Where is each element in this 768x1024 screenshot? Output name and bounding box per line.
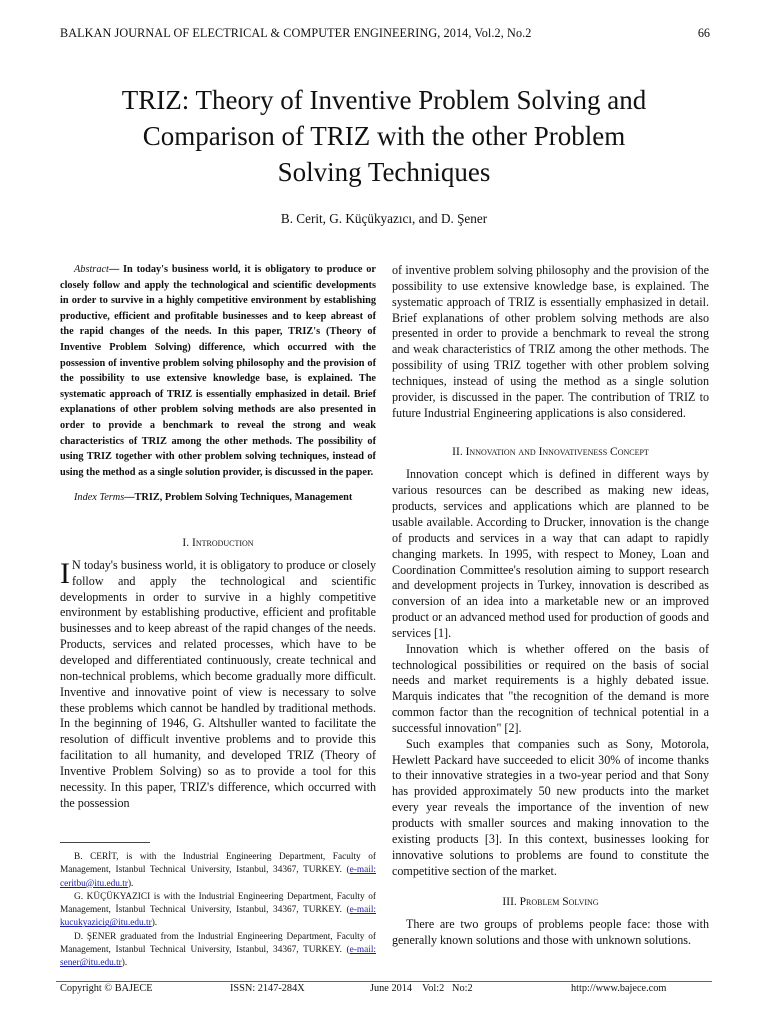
section-heading-introduction: I. Introduction	[182, 536, 254, 549]
index-terms	[60, 490, 376, 506]
authors: B. Cerit, G. Küçükyazıcı, and D. Şener	[280, 211, 488, 226]
footnote-sener-text: D. ŞENER graduated from the Industrial Engineering Department, Faculty of Management, Istanbul Technical University, Istanbul, 34367, TURKEY. (	[60, 931, 376, 956]
email-link-kucukyazici[interactable]: e-mail: kucukyazicig@itu.edu.tr	[60, 905, 376, 929]
footnotes	[60, 851, 376, 971]
page-number: 66	[697, 26, 710, 40]
introduction-paragraph	[60, 558, 376, 812]
problem-solving-paragraph: There are two groups of problems people face: those with generally known solutions and those with unknown solutions.	[392, 917, 709, 948]
abstract-continuation: of inventive problem solving philosophy and the provision of the possibility to use extensive knowledge base, is explained. The systematic approach of TRIZ is essentially emphasized in detail. Brief explanations of other problem solving methods are also presented in order to provide a benchmark to reveal the strong and weak characteristics of TRIZ among the other methods. The possibility of using TRIZ together with other problem solving techniques, instead of using the method as a single solution provider, is discussed in the paper. The contribution of TRIZ to future Industrial Engineering applications is also considered.	[392, 263, 709, 420]
footnote-sener-end: ).	[121, 958, 128, 969]
footnote-kucukyazici-text: G. KÜÇÜKYAZICI is with the Industrial Engineering Department, Faculty of Management, İstanbul Technical University, Istanbul, 34367, TURKEY. (	[60, 891, 376, 916]
footer-copyright: Copyright © BAJECE	[60, 983, 153, 994]
title-line-3: Solving Techniques	[277, 157, 491, 187]
index-terms-label: Index Terms	[74, 492, 125, 504]
abstract-text: In today's business world, it is obligatory to produce or closely follow and apply the technological and scientific developments in order to survive in a highly competitive environment by establishing productive, efficient and profitable businesses and to keep abreast of the rapid changes of the needs. In this paper, TRIZ's (Theory of Inventive Problem Solving) difference, which occurred with the possession of inventive problem solving philosophy and the provision of the possibility to use extensive knowledge base, is explained. The systematic approach of TRIZ is essentially emphasized in detail. Brief explanations of other problem solving methods are also presented in order to provide a benchmark to reveal the strong and weak characteristics of TRIZ among the other methods. The possibility of using TRIZ together with other problem solving techniques, instead of using the method as a single solution provider, is discussed in the paper.	[60, 264, 376, 478]
email-link-cerit[interactable]: e-mail: ceritbu@itu.edu.tr	[60, 865, 376, 889]
journal-header: BALKAN JOURNAL OF ELECTRICAL & COMPUTER ENGINEERING, 2014, Vol.2, No.2	[60, 26, 532, 40]
footer-divider	[56, 981, 712, 982]
abstract	[60, 262, 376, 480]
footer-issn: ISSN: 2147-284X	[230, 983, 305, 994]
section-heading-innovation: II. Innovation and Innovativeness Concept	[452, 446, 649, 459]
section-heading-problem-solving: III. Problem Solving	[502, 896, 599, 909]
footnote-cerit	[60, 851, 376, 891]
drop-cap: I	[60, 556, 70, 590]
footer-url[interactable]: http://www.bajece.com	[571, 983, 667, 994]
title-line-2: Comparison of TRIZ with the other Problem	[142, 121, 626, 151]
title-line-1: TRIZ: Theory of Inventive Problem Solving and	[121, 85, 647, 115]
innovation-paragraph-2: Innovation which is whether offered on the basis of technological possibilities or required on the basis of social needs and market requirements is a highly debated issue. Marquis indicates that "the recognition of the demand is more common factor than the recognition of technical potential in a successful innovation" [2].	[392, 641, 709, 735]
abstract-dash: —	[108, 264, 124, 275]
footnote-cerit-text: B. CERİT, is with the Industrial Engineering Department, Faculty of Management, Istanbul Technical University, Istanbul, 34367, TURKEY. (	[60, 852, 376, 876]
email-link-sener[interactable]: e-mail: sener@itu.edu.tr	[60, 945, 376, 969]
abstract-label: Abstract	[74, 264, 109, 275]
paper-title	[40, 82, 728, 190]
innovation-paragraph-3: Such examples that companies such as Sony, Motorola, Hewlett Packard have succeeded to elicit 30% of income thanks to their innovative strategies in a two-year period and that Sony has provided approximately 50 new products into the market every year reveals the importance of the invention of new products with smaller sources and making innovation to the existing products [3]. In this context, businesses looking for innovative solutions to problems are found to constitute the competitive section of the market.	[392, 736, 709, 878]
footnote-kucukyazici	[60, 891, 376, 931]
index-terms-text: —TRIZ, Problem Solving Techniques, Management	[124, 492, 353, 504]
footer-issue: June 2014 Vol:2 No:2	[370, 983, 473, 994]
footnote-sener	[60, 931, 376, 971]
footnote-kucukyazici-end: ).	[151, 918, 158, 929]
innovation-paragraph-1: Innovation concept which is defined in different ways by various resources can be described as making new ideas, products, services and applications which are planned to be usable available. According to Drucker, innovation is the change of products and services in a way that can adapt to rapidly changing markets. In 1995, with respect to Money, Loan and Coordination Committee's resolution aiming to support research and development projects in Turkey, innovation is described as conversion of an idea into a marketable new or an improved product or an advanced method used for production of goods and services [1].	[392, 467, 709, 640]
right-column	[392, 263, 709, 949]
introduction-text: N today's business world, it is obligatory to produce or closely follow and apply the technological and scientific developments in order to survive in a highly competitive environment by establishing productive, efficient and profitable businesses and to keep abreast of the rapid changes of the needs. Products, services and related processes, which have to be developed and differentiated continuously, create technical and non-technical problems, which become gradually more difficult. Inventive and innovative point of view is necessary to solve these problems which cannot be handled by traditional methods. In the beginning of 1946, G. Altshuller wanted to facilitate the resolution of difficult inventive problems and to provide this facilitation to all humanity, and developed TRIZ (Theory of Inventive Problem Solving) so as to provide a tool for this necessity. In this paper, TRIZ's difference, which occurred with the possession	[60, 557, 376, 810]
footnote-rule	[60, 842, 150, 843]
footnote-cerit-end: ).	[127, 878, 134, 889]
left-column	[60, 262, 376, 811]
